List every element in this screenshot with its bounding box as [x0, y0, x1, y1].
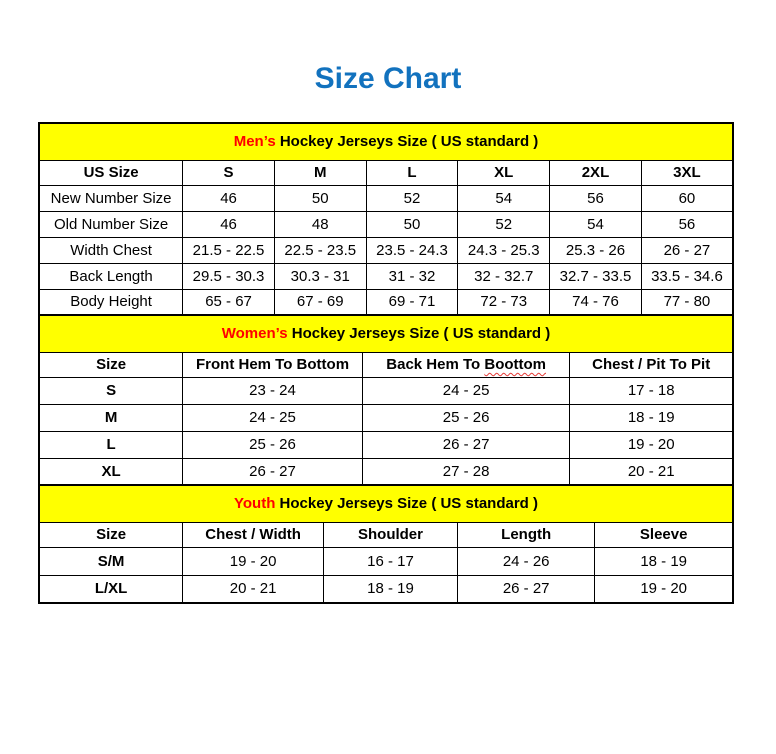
womens-section-header: Women’s Hockey Jerseys Size ( US standard )	[39, 315, 733, 352]
youth-header-highlight: Youth	[234, 495, 276, 513]
womens-col-header-chest-pit-to-pit: Chest / Pit To Pit	[570, 352, 733, 377]
youth-row-label: L/XL	[39, 575, 183, 603]
mens-banner-row	[39, 123, 733, 160]
mens-column-header-row	[39, 160, 733, 185]
womens-col-header-size: Size	[39, 352, 183, 377]
youth-value-cell: 24 - 26	[457, 547, 594, 575]
youth-section-header: Youth Hockey Jerseys Size ( US standard )	[39, 485, 733, 522]
mens-col-header-xl: XL	[458, 160, 550, 185]
mens-row-label: Width Chest	[39, 237, 183, 263]
youth-row-s-m	[39, 547, 733, 575]
womens-value-cell: 24 - 25	[183, 404, 363, 431]
mens-col-header-s: S	[183, 160, 275, 185]
mens-value-cell: 54	[458, 185, 550, 211]
youth-value-cell: 16 - 17	[324, 547, 458, 575]
youth-banner-row	[39, 485, 733, 522]
womens-row-m	[39, 404, 733, 431]
womens-row-label: L	[39, 431, 183, 458]
mens-value-cell: 30.3 - 31	[274, 263, 366, 289]
mens-value-cell: 46	[183, 185, 275, 211]
womens-size-table	[38, 314, 734, 486]
mens-value-cell: 72 - 73	[458, 289, 550, 315]
womens-banner-row	[39, 315, 733, 352]
mens-value-cell: 74 - 76	[550, 289, 642, 315]
size-tables	[38, 122, 734, 604]
youth-value-cell: 19 - 20	[183, 547, 324, 575]
mens-value-cell: 56	[550, 185, 642, 211]
mens-header-highlight: Men’s	[233, 133, 276, 151]
mens-value-cell: 22.5 - 23.5	[274, 237, 366, 263]
mens-value-cell: 52	[366, 185, 458, 211]
mens-size-table	[38, 122, 734, 316]
mens-row-label: New Number Size	[39, 185, 183, 211]
womens-header-highlight: Women’s	[221, 325, 288, 343]
mens-value-cell: 46	[183, 211, 275, 237]
womens-column-header-row	[39, 352, 733, 377]
womens-value-cell: 17 - 18	[570, 377, 733, 404]
mens-col-header-l: L	[366, 160, 458, 185]
mens-row-body-height	[39, 289, 733, 315]
mens-row-new-number-size	[39, 185, 733, 211]
womens-row-l	[39, 431, 733, 458]
womens-value-cell: 19 - 20	[570, 431, 733, 458]
youth-col-header-chest-width: Chest / Width	[183, 522, 324, 547]
womens-value-cell: 18 - 19	[570, 404, 733, 431]
womens-value-cell: 26 - 27	[362, 431, 570, 458]
page-title: Size Chart	[314, 62, 462, 95]
womens-col-header-back-hem-to-boottom: Back Hem To Boottom	[362, 352, 570, 377]
mens-row-old-number-size	[39, 211, 733, 237]
mens-value-cell: 50	[366, 211, 458, 237]
mens-value-cell: 26 - 27	[641, 237, 733, 263]
mens-value-cell: 25.3 - 26	[550, 237, 642, 263]
mens-value-cell: 32.7 - 33.5	[550, 263, 642, 289]
mens-row-label: Back Length	[39, 263, 183, 289]
youth-value-cell: 19 - 20	[595, 575, 733, 603]
womens-value-cell: 25 - 26	[362, 404, 570, 431]
womens-value-cell: 23 - 24	[183, 377, 363, 404]
youth-col-header-length: Length	[457, 522, 594, 547]
mens-col-header-m: M	[274, 160, 366, 185]
mens-value-cell: 23.5 - 24.3	[366, 237, 458, 263]
mens-value-cell: 77 - 80	[641, 289, 733, 315]
womens-col-header-front-hem-to-bottom: Front Hem To Bottom	[183, 352, 363, 377]
mens-value-cell: 65 - 67	[183, 289, 275, 315]
youth-value-cell: 20 - 21	[183, 575, 324, 603]
mens-col-header-2xl: 2XL	[550, 160, 642, 185]
youth-col-header-shoulder: Shoulder	[324, 522, 458, 547]
mens-value-cell: 29.5 - 30.3	[183, 263, 275, 289]
mens-value-cell: 52	[458, 211, 550, 237]
mens-value-cell: 31 - 32	[366, 263, 458, 289]
womens-value-cell: 20 - 21	[570, 458, 733, 485]
mens-value-cell: 56	[641, 211, 733, 237]
youth-value-cell: 26 - 27	[457, 575, 594, 603]
youth-column-header-row	[39, 522, 733, 547]
womens-value-cell: 25 - 26	[183, 431, 363, 458]
size-chart-page	[0, 62, 776, 754]
mens-col-header-us-size: US Size	[39, 160, 183, 185]
mens-col-header-3xl: 3XL	[641, 160, 733, 185]
mens-value-cell: 67 - 69	[274, 289, 366, 315]
womens-row-s	[39, 377, 733, 404]
womens-value-cell: 24 - 25	[362, 377, 570, 404]
mens-value-cell: 48	[274, 211, 366, 237]
mens-row-label: Body Height	[39, 289, 183, 315]
mens-value-cell: 24.3 - 25.3	[458, 237, 550, 263]
mens-section-header: Men’s Hockey Jerseys Size ( US standard )	[39, 123, 733, 160]
youth-value-cell: 18 - 19	[595, 547, 733, 575]
mens-value-cell: 54	[550, 211, 642, 237]
mens-value-cell: 50	[274, 185, 366, 211]
mens-row-label: Old Number Size	[39, 211, 183, 237]
mens-value-cell: 32 - 32.7	[458, 263, 550, 289]
womens-row-xl	[39, 458, 733, 485]
womens-value-cell: 27 - 28	[362, 458, 570, 485]
womens-row-label: M	[39, 404, 183, 431]
mens-value-cell: 60	[641, 185, 733, 211]
youth-value-cell: 18 - 19	[324, 575, 458, 603]
misspelled-word: Boottom	[484, 356, 547, 373]
womens-row-label: XL	[39, 458, 183, 485]
youth-row-label: S/M	[39, 547, 183, 575]
mens-value-cell: 33.5 - 34.6	[641, 263, 733, 289]
womens-value-cell: 26 - 27	[183, 458, 363, 485]
youth-col-header-sleeve: Sleeve	[595, 522, 733, 547]
mens-value-cell: 21.5 - 22.5	[183, 237, 275, 263]
youth-row-l-xl	[39, 575, 733, 603]
mens-value-cell: 69 - 71	[366, 289, 458, 315]
mens-row-back-length	[39, 263, 733, 289]
youth-col-header-size: Size	[39, 522, 183, 547]
womens-row-label: S	[39, 377, 183, 404]
youth-size-table	[38, 484, 734, 604]
mens-row-width-chest	[39, 237, 733, 263]
